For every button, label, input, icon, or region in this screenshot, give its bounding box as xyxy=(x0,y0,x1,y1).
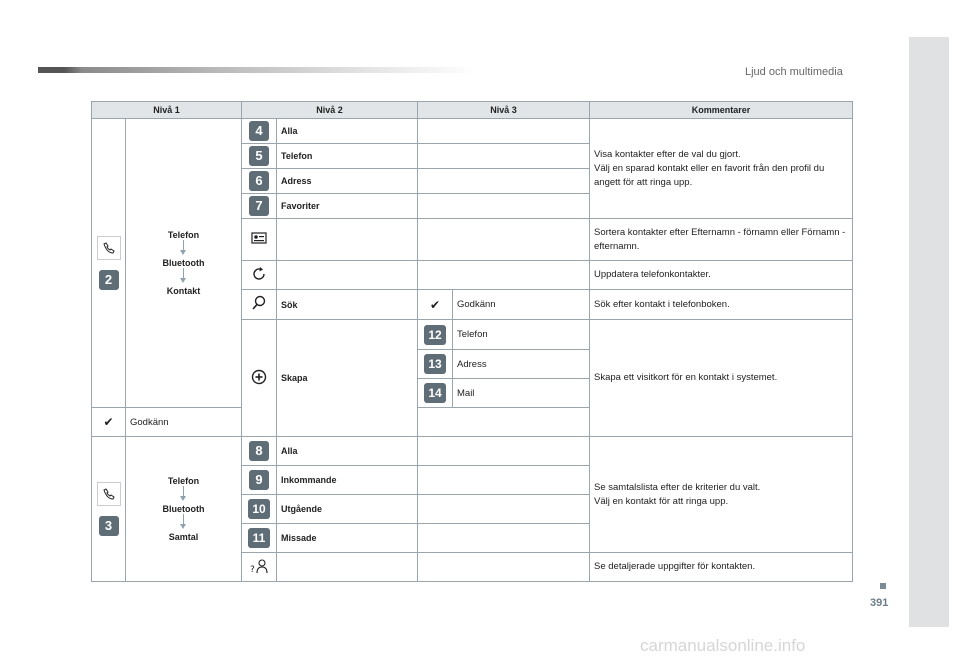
arrow-down-icon xyxy=(183,486,184,498)
group1-nav-path: Telefon Bluetooth Kontakt xyxy=(126,119,242,408)
menu-label: Favoriter xyxy=(277,194,418,219)
step-badge: 5 xyxy=(249,146,269,166)
group1-icon-cell xyxy=(92,119,126,408)
step-badge: 14 xyxy=(424,383,446,403)
step-badge: 2 xyxy=(99,270,119,290)
checkmark-icon: ✔ xyxy=(103,415,114,429)
comment-create: Skapa ett visitkort för en kontakt i systemet. xyxy=(590,320,853,437)
contact-card-icon xyxy=(251,232,267,244)
refresh-icon xyxy=(251,266,267,282)
step-badge: 7 xyxy=(249,196,269,216)
header-level2: Nivå 2 xyxy=(242,102,418,119)
table-header-row xyxy=(92,102,853,119)
header-gradient-bar xyxy=(38,67,478,73)
arrow-down-icon xyxy=(183,268,184,280)
menu-label: Telefon xyxy=(277,144,418,169)
checkmark-icon: ✔ xyxy=(429,297,441,312)
menu-label: Alla xyxy=(277,437,418,466)
arrow-down-icon xyxy=(183,514,184,526)
comment-sort: Sortera kontakter efter Efternamn - förnamn eller Förnamn - efternamn. xyxy=(590,219,853,261)
menu-label: Adress xyxy=(453,350,590,379)
menu-label: Adress xyxy=(277,169,418,194)
menu-label: Alla xyxy=(277,119,418,144)
menu-label: Mail xyxy=(453,379,590,408)
header-level3: Nivå 3 xyxy=(418,102,590,119)
menu-label: Godkänn xyxy=(126,408,242,437)
phone-handset-icon xyxy=(97,482,121,506)
table-row xyxy=(92,119,853,144)
comment-details: Se detaljerade uppgifter för kontakten. xyxy=(590,553,853,582)
menu-label: Telefon xyxy=(453,320,590,350)
menu-label: Godkänn xyxy=(453,290,590,320)
menu-label: Missade xyxy=(277,524,418,553)
step-badge: 9 xyxy=(249,470,269,490)
magnifier-icon xyxy=(251,295,267,311)
menu-label: Utgående xyxy=(277,495,418,524)
menu-label: Sök xyxy=(277,290,418,320)
plus-circle-icon xyxy=(251,369,267,385)
step-badge: 4 xyxy=(249,121,269,141)
comment-search: Sök efter kontakt i telefonboken. xyxy=(590,290,853,320)
header-level1: Nivå 1 xyxy=(92,102,242,119)
page-sidebar xyxy=(909,37,949,627)
comment-filter: Visa kontakter efter de val du gjort. Välj en sparad kontakt eller en favorit från den profil du angett för att ringa upp. xyxy=(590,119,853,219)
step-badge: 13 xyxy=(424,354,446,374)
menu-label: Inkommande xyxy=(277,466,418,495)
step-badge: 8 xyxy=(249,441,269,461)
header-comments: Kommentarer xyxy=(590,102,853,119)
group2-nav-path: Telefon Bluetooth Samtal xyxy=(126,437,242,582)
contact-info-icon xyxy=(250,558,268,574)
table-row xyxy=(92,437,853,466)
step-badge: 10 xyxy=(248,499,270,519)
comment-calls: Se samtalslista efter de kriterier du valt. Välj en kontakt för att ringa upp. xyxy=(590,437,853,553)
section-title: Ljud och multimedia xyxy=(745,66,843,78)
step-badge: 12 xyxy=(424,325,446,345)
arrow-down-icon xyxy=(183,240,184,252)
page-number: 391 xyxy=(870,597,889,609)
phone-handset-icon xyxy=(97,236,121,260)
step-badge: 6 xyxy=(249,171,269,191)
comment-update: Uppdatera telefonkontakter. xyxy=(590,261,853,290)
page-marker xyxy=(880,583,886,589)
menu-reference-table xyxy=(91,101,853,582)
svg-text:?: ? xyxy=(250,564,255,574)
step-badge: 11 xyxy=(248,528,270,548)
menu-label: Skapa xyxy=(277,320,418,437)
step-badge: 3 xyxy=(99,516,119,536)
group2-icon-cell xyxy=(92,437,126,582)
watermark: carmanualsonline.info xyxy=(640,636,806,655)
